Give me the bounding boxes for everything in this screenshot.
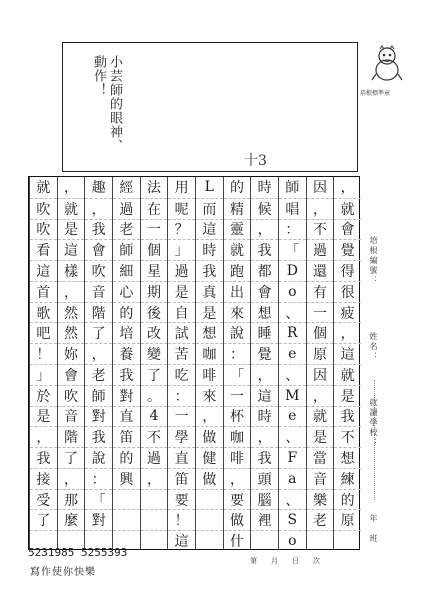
grid-cell: 呢 — [168, 198, 195, 219]
label-class: 班 — [369, 534, 378, 544]
grid-cell: ， — [224, 468, 251, 489]
grid-cell: o — [279, 281, 306, 302]
grid-cell: 想 — [196, 322, 223, 343]
grid-cell: 、 — [279, 489, 306, 510]
grid-cell: 健 — [196, 447, 223, 468]
grid-cell: 因 — [307, 364, 334, 385]
grid-cell: 啡 — [224, 447, 251, 468]
grid-cell — [141, 489, 168, 510]
grid-cell: 裡 — [251, 509, 278, 530]
grid-cell — [307, 530, 334, 551]
grid-cell: 就 — [36, 180, 51, 197]
grid-cell: 養 — [113, 343, 140, 364]
grid-cell: 時 — [196, 239, 223, 260]
grid-cell: 受 — [30, 489, 57, 510]
grid-cell: 這 — [58, 239, 85, 260]
grid-cell: 會 — [85, 239, 112, 260]
grid-cell: 過 — [307, 239, 334, 260]
grid-cell: 說 — [85, 447, 112, 468]
grid-cell: 要 — [168, 489, 195, 510]
grid-cell: 自 — [168, 302, 195, 323]
grid-cell: 了 — [58, 447, 85, 468]
grid-cell: 要 — [224, 489, 251, 510]
grid-cell: 候 — [251, 198, 278, 219]
grid-cell: 首 — [30, 281, 57, 302]
grid-cell: 一 — [141, 219, 168, 240]
grid-cell: 細 — [113, 260, 140, 281]
grid-cell: 的 — [113, 447, 140, 468]
grid-cell: 吹 — [30, 219, 57, 240]
grid-cell: ， — [141, 468, 168, 489]
grid-cell: 做 — [224, 509, 251, 530]
grid-cell: 是 — [307, 426, 334, 447]
grid-cell: 師 — [285, 180, 300, 197]
grid-cell: 麼 — [58, 509, 85, 530]
grid-cell: 什 — [224, 530, 251, 551]
grid-cell: 、 — [279, 364, 306, 385]
teacher-comment: 小芸師的眼神、動作！ — [91, 55, 122, 153]
grid-cell: ！ — [168, 509, 195, 530]
grid-cell: 做 — [196, 468, 223, 489]
grid-cell: 歌 — [30, 302, 57, 323]
grid-cell: 會 — [334, 219, 361, 240]
grid-cell: 試 — [168, 322, 195, 343]
grid-cell: 睡 — [251, 322, 278, 343]
grid-cell: 一 — [168, 406, 195, 427]
grid-cell: ： — [85, 468, 112, 489]
grid-cell: 真 — [196, 281, 223, 302]
grid-cell: M — [279, 385, 306, 406]
grid-cell: 過 — [141, 447, 168, 468]
grid-cell: 心 — [113, 281, 140, 302]
grid-cell: 妳 — [58, 343, 85, 364]
grid-cell: 「 — [279, 239, 306, 260]
grid-cell: 時 — [257, 180, 272, 197]
grid-cell: 這 — [168, 530, 195, 551]
grid-cell: ： — [279, 219, 306, 240]
grid-cell: ， — [251, 426, 278, 447]
grid-cell: 過 — [168, 260, 195, 281]
grid-cell: o — [279, 530, 306, 551]
grid-cell: 了 — [141, 364, 168, 385]
grid-cell: 精 — [224, 198, 251, 219]
grid-cell: 期 — [141, 281, 168, 302]
grid-cell: ， — [85, 198, 112, 219]
grid-cell: 就 — [58, 198, 85, 219]
grid-cell: 的 — [229, 180, 244, 197]
grid-cell: 興 — [113, 468, 140, 489]
grid-cell: 的 — [113, 302, 140, 323]
grid-cell: 階 — [85, 302, 112, 323]
grid-cell: 這 — [334, 343, 361, 364]
grid-cell: 一 — [307, 302, 334, 323]
grid-cell: 變 — [141, 343, 168, 364]
grid-column — [306, 177, 334, 549]
grid-column — [112, 177, 140, 549]
grid-cell: 然 — [58, 302, 85, 323]
grid-cell: 就 — [334, 364, 361, 385]
grid-cell: 直 — [113, 406, 140, 427]
grid-cell: 我 — [85, 426, 112, 447]
grid-cell: 原 — [334, 509, 361, 530]
grid-cell: 就 — [307, 406, 334, 427]
grid-cell: 是 — [30, 406, 57, 427]
grid-cell: 老 — [85, 364, 112, 385]
grid-cell: 還 — [307, 260, 334, 281]
grid-column — [84, 177, 112, 549]
grid-cell: 因 — [312, 180, 327, 197]
grid-cell: 做 — [196, 426, 223, 447]
grid-cell: 會 — [251, 281, 278, 302]
grid-column — [278, 177, 306, 549]
grid-cell: 了 — [85, 322, 112, 343]
grid-cell: 啡 — [196, 364, 223, 385]
grid-cell: 而 — [196, 198, 223, 219]
grid-cell: 那 — [58, 489, 85, 510]
grid-cell: 就 — [224, 239, 251, 260]
grid-cell: ， — [58, 281, 85, 302]
grid-cell: 階 — [58, 426, 85, 447]
grid-cell: 跑 — [224, 260, 251, 281]
grid-cell: 、 — [279, 426, 306, 447]
grid-cell: 樂 — [307, 489, 334, 510]
grid-cell: 不 — [334, 426, 361, 447]
mascot-stamp-icon — [370, 44, 404, 84]
grid-cell — [196, 489, 223, 510]
grid-column — [250, 177, 278, 549]
grid-cell: 我 — [251, 239, 278, 260]
grid-cell: S — [279, 509, 306, 530]
label-school-number: 培根編號： — [369, 236, 378, 286]
grid-cell: 接 — [30, 468, 57, 489]
grid-cell: 唱 — [279, 198, 306, 219]
grid-cell: 當 — [307, 447, 334, 468]
grid-cell: 個 — [141, 239, 168, 260]
grid-cell: 不 — [307, 219, 334, 240]
grid-cell: 吹 — [85, 260, 112, 281]
grid-cell: 、 — [279, 302, 306, 323]
grid-cell: ， — [307, 385, 334, 406]
grid-column — [57, 177, 85, 549]
grid-cell — [334, 530, 361, 551]
grid-cell: 有 — [307, 281, 334, 302]
grid-cell: 改 — [141, 322, 168, 343]
grid-cell: 就 — [334, 198, 361, 219]
grid-cell: R — [279, 322, 306, 343]
grid-cell: 覺 — [251, 343, 278, 364]
grid-cell: 」 — [30, 364, 57, 385]
grid-cell: 」 — [168, 239, 195, 260]
grid-cell: 師 — [85, 385, 112, 406]
grid-column — [333, 177, 361, 549]
grid-cell: 「 — [85, 489, 112, 510]
grid-cell: 了 — [30, 509, 57, 530]
grid-cell: ， — [58, 468, 85, 489]
grid-cell: 出 — [224, 281, 251, 302]
grid-cell: 音 — [307, 468, 334, 489]
grid-cell: 吹 — [30, 198, 57, 219]
grid-cell: ， — [196, 406, 223, 427]
grid-cell: 我 — [251, 447, 278, 468]
grid-cell: ： — [168, 385, 195, 406]
grid-cell: 得 — [334, 260, 361, 281]
grid-column — [223, 177, 251, 549]
grid-cell: 時 — [251, 406, 278, 427]
grid-cell: 於 — [30, 385, 57, 406]
label-year: 年 — [369, 514, 378, 524]
grid-cell: 練 — [334, 468, 361, 489]
date-row: 第 月 日 次 — [250, 557, 320, 565]
grid-cell: 是 — [196, 302, 223, 323]
grid-cell: 覺 — [334, 239, 361, 260]
grid-cell: 用 — [174, 180, 189, 197]
footer-phone-numbers: 5231985 5255393 — [28, 546, 128, 559]
grid-column — [195, 177, 223, 549]
grid-cell: 咖 — [224, 426, 251, 447]
grid-cell: 這 — [30, 260, 57, 281]
grid-cell: 對 — [85, 509, 112, 530]
grid-cell: 「 — [224, 364, 251, 385]
grid-cell: 然 — [58, 322, 85, 343]
grid-column — [29, 177, 57, 549]
grid-cell: 在 — [141, 198, 168, 219]
grid-cell: 原 — [307, 343, 334, 364]
grid-cell: 我 — [113, 364, 140, 385]
teacher-score: 十3 — [244, 153, 267, 169]
grid-cell: 我 — [30, 447, 57, 468]
grid-cell: 音 — [58, 406, 85, 427]
grid-cell: ， — [307, 198, 334, 219]
grid-cell: 我 — [85, 219, 112, 240]
grid-cell: 杯 — [224, 406, 251, 427]
grid-cell: 是 — [168, 281, 195, 302]
grid-cell: 腦 — [251, 489, 278, 510]
grid-cell: 疲 — [334, 302, 361, 323]
writing-grid — [28, 176, 360, 550]
grid-column — [140, 177, 168, 549]
footer-slogan: 寫作使你快樂 — [30, 567, 96, 578]
grid-cell: 這 — [196, 219, 223, 240]
grid-cell: 。 — [141, 385, 168, 406]
grid-cell: 學 — [168, 426, 195, 447]
grid-cell: ， — [340, 180, 355, 197]
grid-cell: 過 — [113, 198, 140, 219]
grid-cell: 我 — [334, 406, 361, 427]
grid-cell: 經 — [119, 180, 134, 197]
grid-cell: 吃 — [168, 364, 195, 385]
grid-cell: 笛 — [113, 426, 140, 447]
grid-cell: 頭 — [251, 468, 278, 489]
grid-cell: 音 — [85, 281, 112, 302]
grid-cell: 直 — [168, 447, 195, 468]
grid-column — [167, 177, 195, 549]
grid-cell: 想 — [251, 302, 278, 323]
grid-cell: L — [204, 179, 214, 196]
grid-cell: 都 — [251, 260, 278, 281]
grid-cell: F — [279, 447, 306, 468]
grid-cell: ！ — [30, 343, 57, 364]
grid-cell: 很 — [334, 281, 361, 302]
grid-cell: 我 — [196, 260, 223, 281]
grid-cell: 看 — [30, 239, 57, 260]
grid-cell — [251, 530, 278, 551]
grid-cell: 想 — [334, 447, 361, 468]
grid-cell — [141, 509, 168, 530]
grid-cell: ， — [85, 343, 112, 364]
grid-cell: ， — [251, 219, 278, 240]
grid-cell: 吧 — [30, 322, 57, 343]
grid-cell: 培 — [113, 322, 140, 343]
grid-cell: 法 — [146, 180, 161, 197]
grid-cell: 個 — [307, 322, 334, 343]
grid-cell: 師 — [113, 239, 140, 260]
grid-cell: e — [279, 406, 306, 427]
grid-cell: D — [279, 260, 306, 281]
label-divider — [374, 380, 376, 500]
grid-cell: 對 — [113, 385, 140, 406]
grid-cell: 咖 — [196, 343, 223, 364]
grid-cell: 的 — [334, 489, 361, 510]
grid-cell: 4 — [141, 406, 168, 427]
grid-cell: 對 — [85, 406, 112, 427]
grid-cell: ， — [63, 180, 78, 197]
grid-cell: 吹 — [58, 385, 85, 406]
grid-cell: 老 — [307, 509, 334, 530]
grid-cell: 來 — [196, 385, 223, 406]
grid-cell: ？ — [168, 219, 195, 240]
grid-cell: e — [279, 343, 306, 364]
grid-cell — [113, 489, 140, 510]
grid-cell: 一 — [224, 385, 251, 406]
grid-cell: a — [279, 468, 306, 489]
grid-cell: 這 — [251, 385, 278, 406]
grid-cell — [196, 530, 223, 551]
label-school: 就讀學校： — [369, 398, 378, 448]
grid-cell: 星 — [141, 260, 168, 281]
grid-cell: 後 — [141, 302, 168, 323]
label-name: 姓名： — [369, 332, 378, 362]
grid-cell: ， — [30, 426, 57, 447]
grid-cell: 不 — [141, 426, 168, 447]
grid-cell: 靈 — [224, 219, 251, 240]
grid-cell: 老 — [113, 219, 140, 240]
grid-cell: 趣 — [91, 180, 106, 197]
stamp-caption: 培根標準章 — [360, 90, 391, 97]
grid-cell: 笛 — [168, 468, 195, 489]
grid-cell — [196, 509, 223, 530]
grid-cell — [141, 530, 168, 551]
grid-cell: 會 — [58, 364, 85, 385]
grid-cell: ， — [334, 322, 361, 343]
grid-cell: 說 — [224, 322, 251, 343]
grid-cell: 是 — [58, 219, 85, 240]
grid-cell: 樣 — [58, 260, 85, 281]
grid-cell — [113, 509, 140, 530]
grid-cell: 苦 — [168, 343, 195, 364]
grid-cell: 來 — [224, 302, 251, 323]
grid-cell: ： — [224, 343, 251, 364]
grid-cell: ， — [251, 364, 278, 385]
grid-cell: 是 — [334, 385, 361, 406]
